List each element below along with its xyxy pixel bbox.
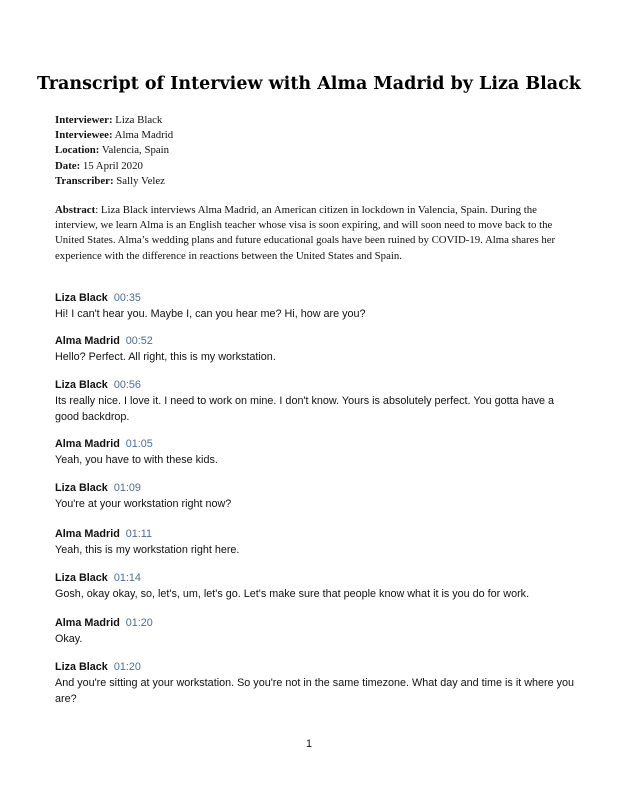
metadata-value: Sally Velez <box>113 174 165 187</box>
metadata-date <box>55 159 565 174</box>
speaker-name: Alma Madrid <box>55 335 120 347</box>
turn-text: Hi! I can't hear you. Maybe I, can you hear me? Hi, how are you? <box>55 308 366 320</box>
speaker-name: Alma Madrid <box>55 617 120 629</box>
metadata-label: Transcriber: <box>55 174 114 187</box>
metadata-transcriber <box>55 174 565 189</box>
speaker-name: Liza Black <box>55 661 108 673</box>
transcript-turn <box>55 378 575 425</box>
turn-text: You're at your workstation right now? <box>55 498 232 510</box>
metadata-interviewer <box>55 113 565 128</box>
transcript-turn <box>55 527 575 559</box>
speaker-name: Alma Madrid <box>55 438 120 450</box>
metadata-value: Liza Black <box>112 114 163 126</box>
transcript-turn <box>55 291 575 323</box>
metadata-label: Interviewee: <box>55 129 113 142</box>
metadata-value: Alma Madrid <box>112 129 174 142</box>
timestamp: 01:14 <box>113 572 141 584</box>
abstract-text: : Liza Black interviews Alma Madrid, an American citizen in lockdown in Valencia, Spain. During the interview, we learn Alma is an English teacher whose visa is soon expiring, and will soon need to move back to the United States. Alma’s wedding plans and future educational goals have been ruined by COVID-19. Alma shares her experience with the difference in reactions between the United States and Spain. <box>55 204 556 262</box>
turn-text: And you're sitting at your workstation. So you're not in the same timezone. What day and time is it where you are? <box>55 677 575 705</box>
turn-text: Yeah, you have to with these kids. <box>55 454 218 466</box>
timestamp: 01:20 <box>113 661 141 673</box>
transcript-turn <box>55 571 575 603</box>
metadata-label: Location: <box>55 144 100 157</box>
timestamp: 00:56 <box>113 379 141 391</box>
turn-text: Yeah, this is my workstation right here. <box>55 544 240 556</box>
speaker-name: Liza Black <box>55 379 108 391</box>
document-title: Transcript of Interview with Alma Madrid by Liza Black <box>37 74 581 94</box>
turn-text: Okay. <box>55 633 83 645</box>
transcript-turn <box>55 334 575 366</box>
timestamp: 01:09 <box>113 482 141 494</box>
metadata-block <box>55 113 565 189</box>
turn-text: Gosh, okay okay, so, let's, um, let's go. Let's make sure that people know what it is you do for work. <box>55 588 530 600</box>
metadata-value: 15 April 2020 <box>80 159 143 172</box>
speaker-name: Liza Black <box>55 292 108 304</box>
metadata-interviewee <box>55 128 565 143</box>
metadata-label: Date: <box>55 159 81 172</box>
transcript-turn <box>55 616 575 648</box>
turn-text: Hello? Perfect. All right, this is my workstation. <box>55 351 276 363</box>
speaker-name: Alma Madrid <box>55 528 120 540</box>
timestamp: 00:35 <box>113 292 141 304</box>
abstract-label: Abstract <box>55 204 96 216</box>
page-number: 1 <box>305 738 312 750</box>
timestamp: 01:11 <box>125 528 153 540</box>
speaker-name: Liza Black <box>55 572 108 584</box>
timestamp: 01:05 <box>125 438 153 450</box>
transcript-turn <box>55 481 575 513</box>
transcript-turn <box>55 437 575 469</box>
abstract-paragraph <box>55 203 575 264</box>
metadata-location <box>55 143 565 158</box>
metadata-label: Interviewer: <box>55 114 113 126</box>
metadata-value: Valencia, Spain <box>99 144 170 157</box>
transcript-turn <box>55 660 575 707</box>
timestamp: 00:52 <box>125 335 153 347</box>
turn-text: Its really nice. I love it. I need to work on mine. I don't know. Yours is absolutely perfect. You gotta have a good backdrop. <box>55 395 555 423</box>
timestamp: 01:20 <box>125 617 153 629</box>
speaker-name: Liza Black <box>55 482 108 494</box>
